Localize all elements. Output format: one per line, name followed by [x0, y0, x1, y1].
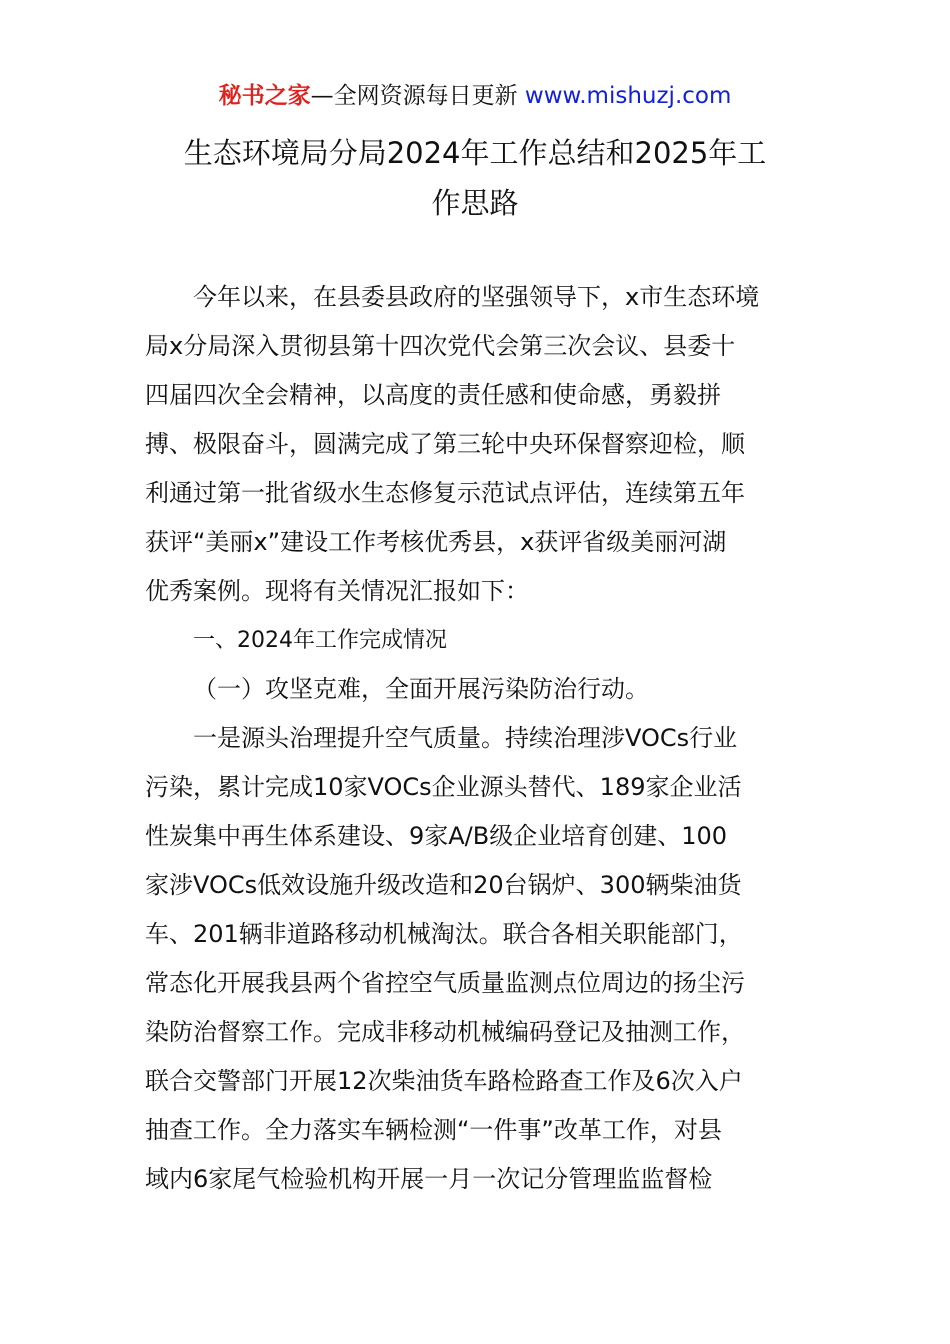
- paragraph-line: 四届四次全会精神，以高度的责任感和使命感，勇毅拼: [145, 381, 721, 409]
- paragraph-line: 家涉VOCs低效设施升级改造和20台锅炉、300辆柴油货: [145, 871, 742, 899]
- paragraph-line: 搏、极限奋斗，圆满完成了第三轮中央环保督察迎检，顺: [145, 430, 745, 458]
- paragraph-line: 抽查工作。全力落实车辆检测“一件事”改革工作，对县: [145, 1116, 722, 1144]
- site-header: [0, 80, 950, 112]
- paragraph-line: 性炭集中再生体系建设、9家A/B级企业培育创建、100: [145, 822, 728, 850]
- document-body: [145, 273, 810, 1204]
- paragraph-line: 污染，累计完成10家VOCs企业源头替代、189家企业活: [145, 773, 742, 801]
- paragraph-line: 联合交警部门开展12次柴油货车路检路查工作及6次入户: [145, 1067, 743, 1095]
- paragraph-line: 域内6家尾气检验机构开展一月一次记分管理监监督检: [145, 1165, 713, 1193]
- section-heading: 一、2024年工作完成情况: [193, 628, 447, 653]
- title-line: 生态环境局分局2024年工作总结和2025年工: [183, 136, 767, 170]
- subsection-heading: （一）攻坚克难，全面开展污染防治行动。: [193, 675, 649, 703]
- paragraph-line: 局x分局深入贯彻县第十四次党代会第三次会议、县委十: [145, 332, 736, 360]
- paragraph-line: 染防治督察工作。完成非移动机械编码登记及抽测工作，: [145, 1018, 745, 1046]
- site-brand: 秘书之家: [218, 83, 311, 109]
- paragraph-line: 一是源头治理提升空气质量。持续治理涉VOCs行业: [193, 724, 738, 752]
- document-title: [140, 128, 810, 228]
- paragraph-line: 优秀案例。现将有关情况汇报如下：: [145, 577, 529, 605]
- paragraph-line: 常态化开展我县两个省控空气质量监测点位周边的扬尘污: [145, 969, 745, 997]
- paragraph-line: 获评“美丽x”建设工作考核优秀县，x获评省级美丽河湖: [145, 528, 727, 556]
- paragraph-line: 车、201辆非道路移动机械淘汰。联合各相关职能部门，: [145, 920, 743, 948]
- title-line: 作思路: [431, 186, 519, 220]
- site-tagline: —全网资源每日更新: [310, 83, 518, 109]
- paragraph-line: 利通过第一批省级水生态修复示范试点评估，连续第五年: [145, 479, 745, 507]
- site-url-link[interactable]: www.mishuzj.com: [524, 83, 732, 109]
- paragraph-line: 今年以来，在县委县政府的坚强领导下，x市生态环境: [193, 283, 760, 311]
